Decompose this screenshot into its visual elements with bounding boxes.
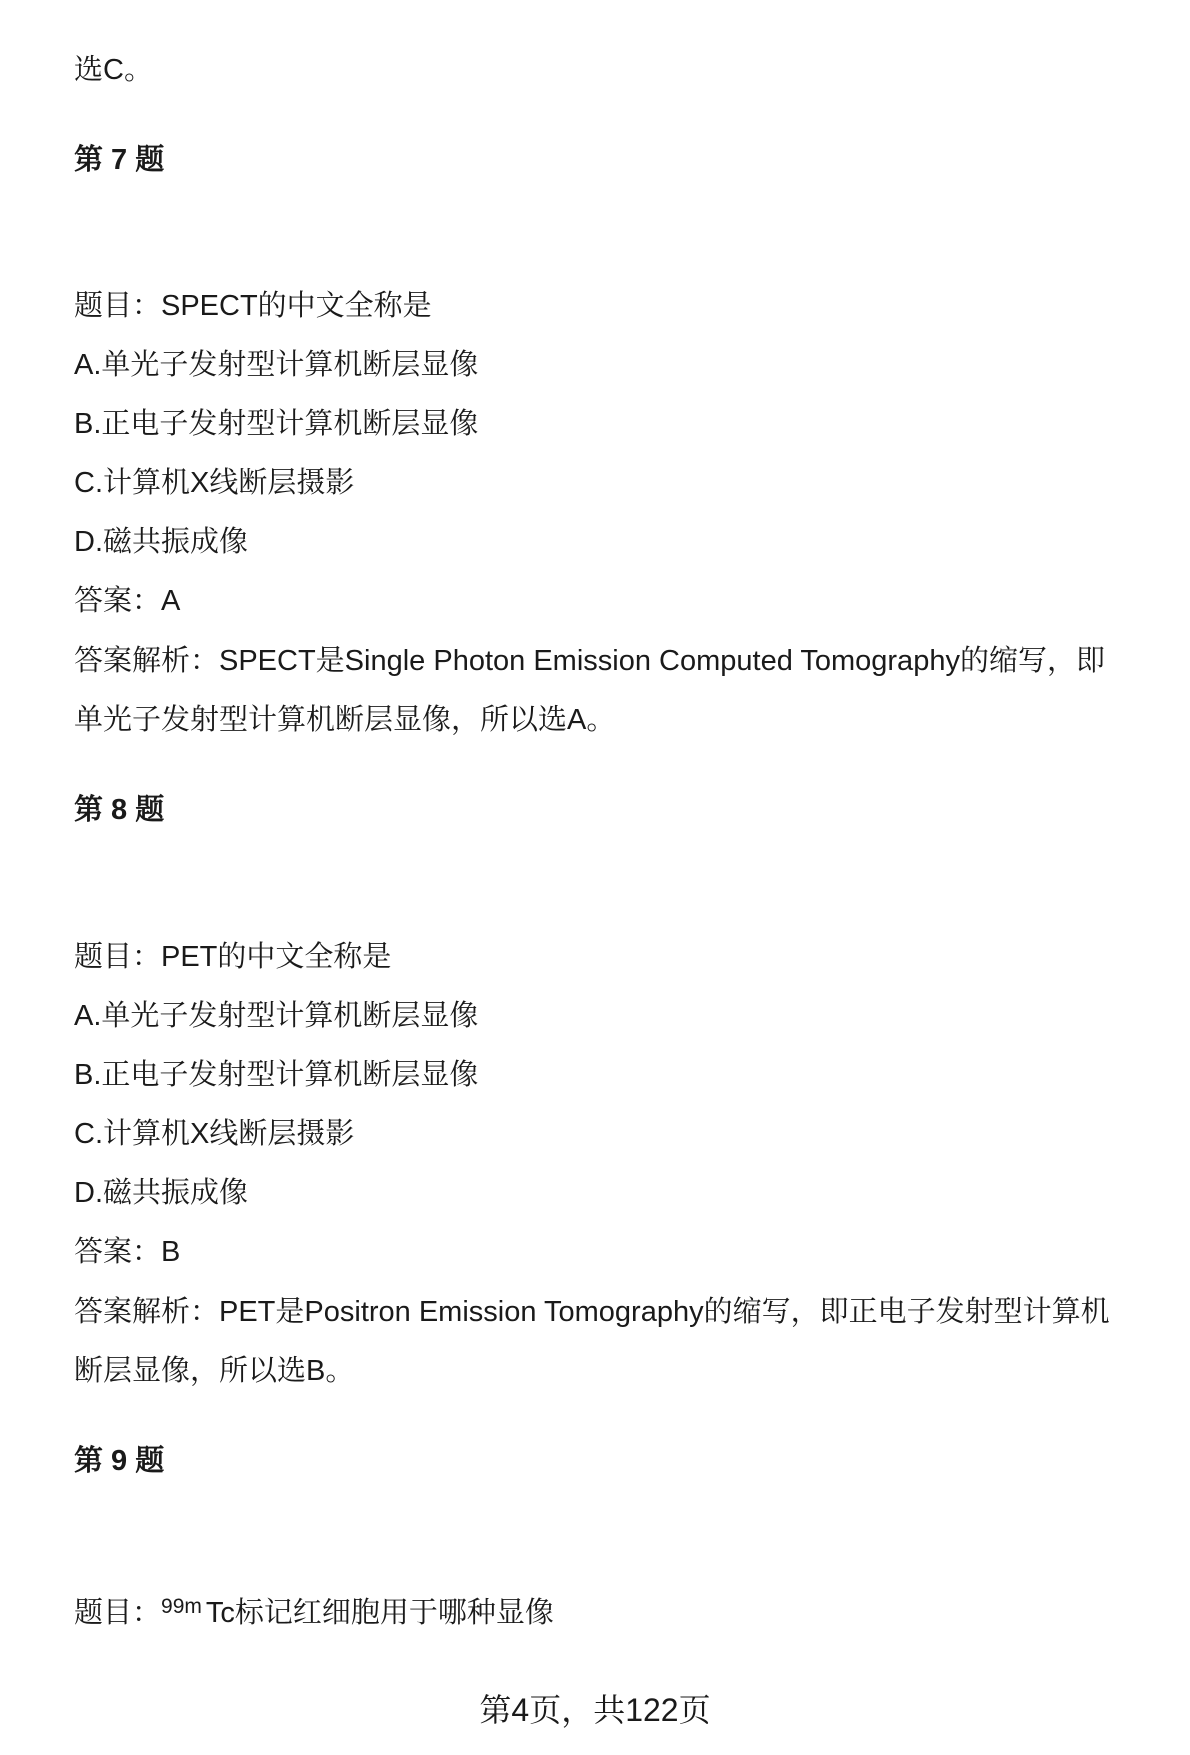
question-9-superscript: 99m <box>161 1595 202 1618</box>
question-8-text: 题目：PET的中文全称是 <box>74 941 392 973</box>
question-8-option-b: B.正电子发射型计算机断层显像 <box>74 1059 479 1091</box>
question-9-text <box>74 1587 554 1633</box>
page-footer: 第4页，共122页 <box>479 1692 711 1728</box>
continuation-text: 选C。 <box>74 54 153 86</box>
question-7-option-b: B.正电子发射型计算机断层显像 <box>74 408 479 440</box>
question-8-option-a: A.单光子发射型计算机断层显像 <box>74 1000 479 1032</box>
question-9-prefix: 题目： <box>74 1597 162 1629</box>
question-7-analysis-line-1: 答案解析：SPECT是Single Photon Emission Computed Tomography的缩写，即 <box>74 645 1105 677</box>
question-7-option-a: A.单光子发射型计算机断层显像 <box>74 349 479 381</box>
question-7-analysis-line-2: 单光子发射型计算机断层显像，所以选A。 <box>74 704 616 736</box>
question-8-analysis-line-2: 断层显像，所以选B。 <box>74 1355 355 1387</box>
question-7-answer: 答案：A <box>74 585 181 617</box>
question-7-option-c: C.计算机X线断层摄影 <box>74 467 355 499</box>
question-7-text: 题目：SPECT的中文全称是 <box>74 290 432 322</box>
question-9-rest: Tc标记红细胞用于哪种显像 <box>205 1597 554 1629</box>
question-7-heading: 第 7 题 <box>74 144 165 176</box>
question-7-option-d: D.磁共振成像 <box>74 526 249 558</box>
question-8-option-d: D.磁共振成像 <box>74 1177 249 1209</box>
question-8-heading: 第 8 题 <box>74 794 165 826</box>
question-8-analysis-line-1: 答案解析：PET是Positron Emission Tomography的缩写，即正电子发射型计算机 <box>74 1296 1110 1328</box>
question-8-answer: 答案：B <box>74 1236 181 1268</box>
question-9-heading: 第 9 题 <box>74 1445 165 1477</box>
question-8-option-c: C.计算机X线断层摄影 <box>74 1118 355 1150</box>
